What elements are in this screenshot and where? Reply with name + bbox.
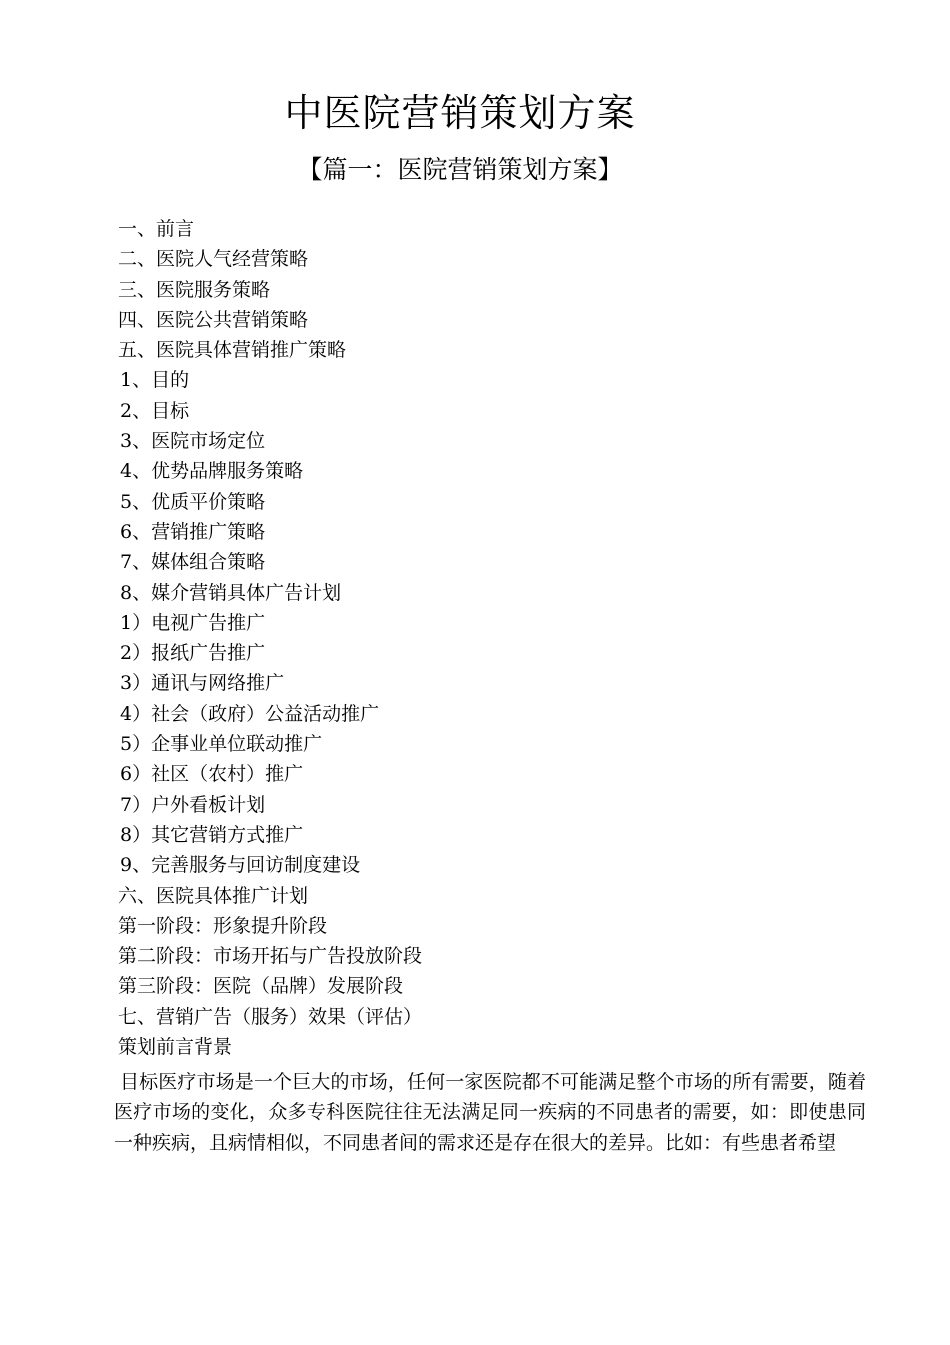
outline-item: 6、营销推广策略 xyxy=(120,520,266,543)
outline-item: 1、目的 xyxy=(120,369,190,392)
outline-item: 七、营销广告（服务）效果（评估） xyxy=(118,1005,423,1028)
outline-item: 第二阶段：市场开拓与广告投放阶段 xyxy=(118,945,423,968)
outline-item: 2）报纸广告推广 xyxy=(120,642,266,665)
table-of-contents xyxy=(118,214,878,1062)
outline-item: 7、媒体组合策略 xyxy=(120,551,266,574)
outline-item: 五、医院具体营销推广策略 xyxy=(118,339,347,362)
outline-item: 四、医院公共营销策略 xyxy=(118,308,309,331)
outline-item: 3）通讯与网络推广 xyxy=(120,672,285,695)
outline-item: 二、医院人气经营策略 xyxy=(118,248,309,271)
outline-item: 三、医院服务策略 xyxy=(118,278,271,301)
outline-item: 第一阶段：形象提升阶段 xyxy=(118,914,328,937)
outline-item: 1）电视广告推广 xyxy=(120,611,266,634)
body-paragraph: 目标医疗市场是一个巨大的市场，任何一家医院都不可能满足整个市场的所有需要，随着医疗市场的变化，众多专科医院往往无法满足同一疾病的不同患者的需要，如：即使患同一种疾病，且病情相似，不同患者间的需求还是存在很大的差异。比如：有些患者希望 xyxy=(114,1071,866,1154)
outline-item: 六、医院具体推广计划 xyxy=(118,884,309,907)
outline-item: 4）社会（政府）公益活动推广 xyxy=(120,702,380,725)
outline-item: 5）企事业单位联动推广 xyxy=(120,733,323,756)
outline-item: 5、优质平价策略 xyxy=(120,490,266,513)
outline-item: 第三阶段：医院（品牌）发展阶段 xyxy=(118,975,404,998)
outline-item: 9、完善服务与回访制度建设 xyxy=(120,854,361,877)
outline-item: 6）社区（农村）推广 xyxy=(120,763,304,786)
outline-item: 7）户外看板计划 xyxy=(120,793,266,816)
outline-item: 3、医院市场定位 xyxy=(120,430,266,453)
outline-item: 策划前言背景 xyxy=(118,1036,233,1059)
document-title: 中医院营销策划方案 xyxy=(284,91,636,135)
outline-item: 一、前言 xyxy=(118,218,195,240)
outline-item: 4、优势品牌服务策略 xyxy=(120,460,304,483)
outline-item: 8）其它营销方式推广 xyxy=(120,823,304,846)
outline-item: 2、目标 xyxy=(120,399,190,422)
outline-item: 8、媒介营销具体广告计划 xyxy=(120,581,342,604)
document-subtitle: 【篇一：医院营销策划方案】 xyxy=(297,155,623,184)
